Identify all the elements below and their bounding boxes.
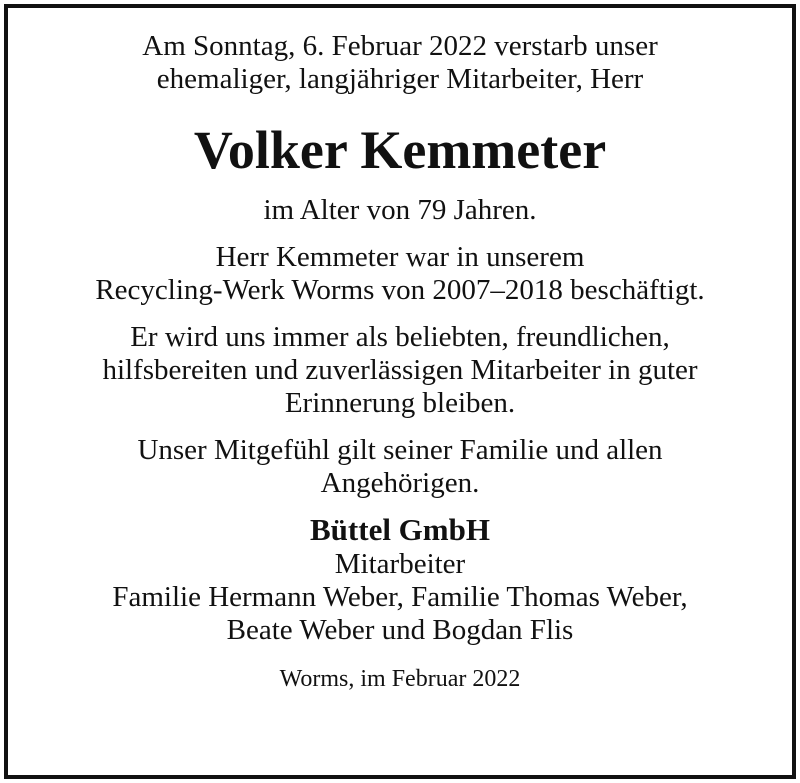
intro-line-1: Am Sonntag, 6. Februar 2022 verstarb unser xyxy=(142,30,658,62)
employment-line-1: Herr Kemmeter war in unserem xyxy=(215,241,585,273)
memory-line-1: Er wird uns immer als beliebten, freundlichen, xyxy=(130,321,670,353)
employment-line-2: Recycling-Werk Worms von 2007–2018 beschäftigt. xyxy=(95,274,705,306)
memory-line-3: Erinnerung bleiben. xyxy=(284,387,516,419)
sympathy-text xyxy=(0,434,800,500)
company-name: Büttel GmbH xyxy=(310,512,490,547)
signatory-line-1: Mitarbeiter xyxy=(334,548,466,580)
memory-text xyxy=(0,321,800,420)
intro-line-2: ehemaliger, langjähriger Mitarbeiter, Herr xyxy=(156,63,644,95)
place-and-date: Worms, im Februar 2022 xyxy=(279,666,521,692)
signatory-line-2: Familie Hermann Weber, Familie Thomas Weber, xyxy=(112,581,688,613)
sympathy-line-1: Unser Mitgefühl gilt seiner Familie und allen xyxy=(137,434,663,466)
signatory-line-3: Beate Weber und Bogdan Flis xyxy=(226,614,574,646)
signatories xyxy=(0,548,800,647)
obituary-notice xyxy=(0,30,800,693)
intro-text xyxy=(0,30,800,96)
sympathy-line-2: Angehörigen. xyxy=(320,467,480,499)
memory-line-2: hilfsbereiten und zuverlässigen Mitarbeiter in guter xyxy=(102,354,698,386)
employment-text xyxy=(0,241,800,307)
age-line: im Alter von 79 Jahren. xyxy=(263,194,537,226)
deceased-name: Volker Kemmeter xyxy=(193,120,607,180)
